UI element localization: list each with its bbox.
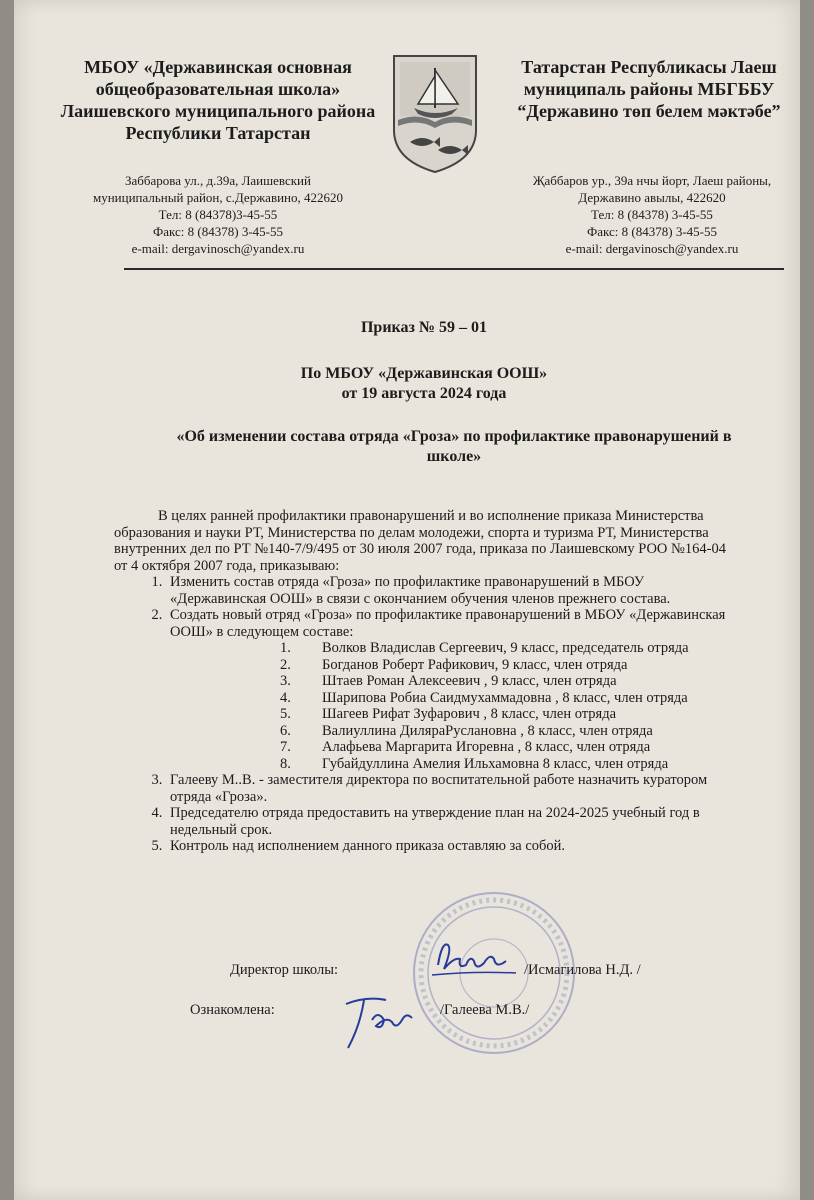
fax-line: Факс: 8 (84378) 3-45-55 (153, 224, 283, 239)
phone-line: Тел: 8 (84378)3-45-55 (158, 207, 278, 222)
member-item: 6. Валиуллина ДиляраРуслановна , 8 класс, член отряда (280, 722, 653, 739)
email-line: e-mail: dergavinosch@yandex.ru (131, 241, 305, 256)
fax-line: Факс: 8 (84378) 3-45-55 (587, 224, 717, 239)
member-item: 2. Богданов Роберт Рафикович, 9 класс, член отряда (280, 656, 628, 673)
document-page (14, 0, 800, 1200)
member-item: 4. Шарипова Робиа Саидмухаммадовна , 8 класс, член отряда (280, 689, 688, 706)
email-line: e-mail: dergavinosch@yandex.ru (565, 241, 739, 256)
acknowledgement-signature (326, 986, 436, 1056)
coat-of-arms-emblem (388, 52, 482, 176)
address-line: Державино авылы, 422620 (578, 190, 726, 205)
address-block-right (482, 172, 814, 257)
order-subject: «Об изменении состава отряда «Гроза» по профилактике правонарушений в школе» (176, 428, 732, 465)
order-item: 3. Галееву М..В. - заместителя директора по воспитательной работе назначить куратором отряда «Гроза». (166, 772, 734, 805)
member-list (170, 640, 734, 772)
member-item: 7. Алафьева Маргарита Игоревна , 8 класс, член отряда (280, 739, 651, 755)
order-item: 2. Создать новый отряд «Гроза» по профилактике правонарушений в МБОУ «Державинская ООШ» в следующем составе: 1. Волков Владислав Сергеевич, 9 класс, председатель отряда 2. Богданов Роберт Рафикович, 9 класс, член отряда 3. Штаев Роман Алексеевич , 9 класс, член отряда 4. Шарипова Робиа Саидмухаммадовна , 8 класс, член отряда 5. Шагеев Рифат Зуфарович , 8 класс, член отряда 6. Валиуллина ДиляраРуслановна , 8 класс, член отряда 7. Алафьева Маргарита Игоревна , 8 класс, член отряда 8. Губайдуллина Амелия Ильхамовна 8 класс, член отряда (166, 607, 734, 772)
intro-paragraph: В целях ранней профилактики правонарушений и во исполнение приказа Министерства образования и науки РТ, Министерства по делам молодежи, спорта и туризма РТ, Министерства внутренних дел по РТ №140-7/9/495 от 30 июля 2007 года, приказа по Лаишевскому РОО №164-04 от 4 октября 2007 года, приказываю: (114, 508, 726, 574)
order-item: 5. Контроль над исполнением данного приказа оставляю за собой. (166, 838, 734, 855)
member-item: 1. Волков Владислав Сергеевич, 9 класс, председатель отряда (280, 640, 689, 656)
address-line: Заббарова ул., д.39а, Лаишевский (125, 173, 311, 188)
phone-line: Тел: 8 (84378) 3-45-55 (591, 207, 713, 222)
ack-name: /Галеева М.В./ (440, 1002, 530, 1018)
director-signature (424, 935, 524, 985)
ack-label: Ознакомлена: (190, 1002, 275, 1018)
order-date: от 19 августа 2024 года (341, 385, 507, 402)
order-item: 4. Председателю отряда предоставить на утверждение план на 2024-2025 учебный год в недельный срок. (166, 805, 734, 838)
order-item: 1. Изменить состав отряда «Гроза» по профилактике правонарушений в МБОУ «Державинская ООШ» в связи с окончанием обучения членов прежнего состава. (166, 574, 734, 607)
member-item: 3. Штаев Роман Алексеевич , 9 класс, член отряда (280, 673, 617, 689)
director-name: /Исмагилова Н.Д. / (524, 962, 641, 978)
member-item: 8. Губайдуллина Амелия Ильхамовна 8 класс, член отряда (280, 755, 669, 772)
order-issuer: По МБОУ «Державинская ООШ» (300, 365, 548, 382)
order-items (114, 574, 734, 855)
director-label: Директор школы: (230, 962, 338, 978)
address-block-left (48, 172, 388, 257)
header-divider (124, 268, 784, 270)
header-org-left: МБОУ «Державинская основная общеобразовательная школа» Лаишевского муниципального района Республики Татарстан (60, 57, 376, 143)
order-body (114, 508, 734, 855)
order-number: Приказ № 59 – 01 (360, 319, 488, 336)
address-line: муниципальный район, с.Державино, 422620 (92, 190, 343, 205)
member-item: 5. Шагеев Рифат Зуфарович , 8 класс, член отряда (280, 706, 617, 722)
address-line: Җаббаров ур., 39а нчы йорт, Лаеш районы, (532, 173, 772, 188)
header-org-right: Татарстан Республикасы Лаеш муниципаль районы МБГББУ “Державино төп белем мәктәбе” (517, 57, 781, 121)
